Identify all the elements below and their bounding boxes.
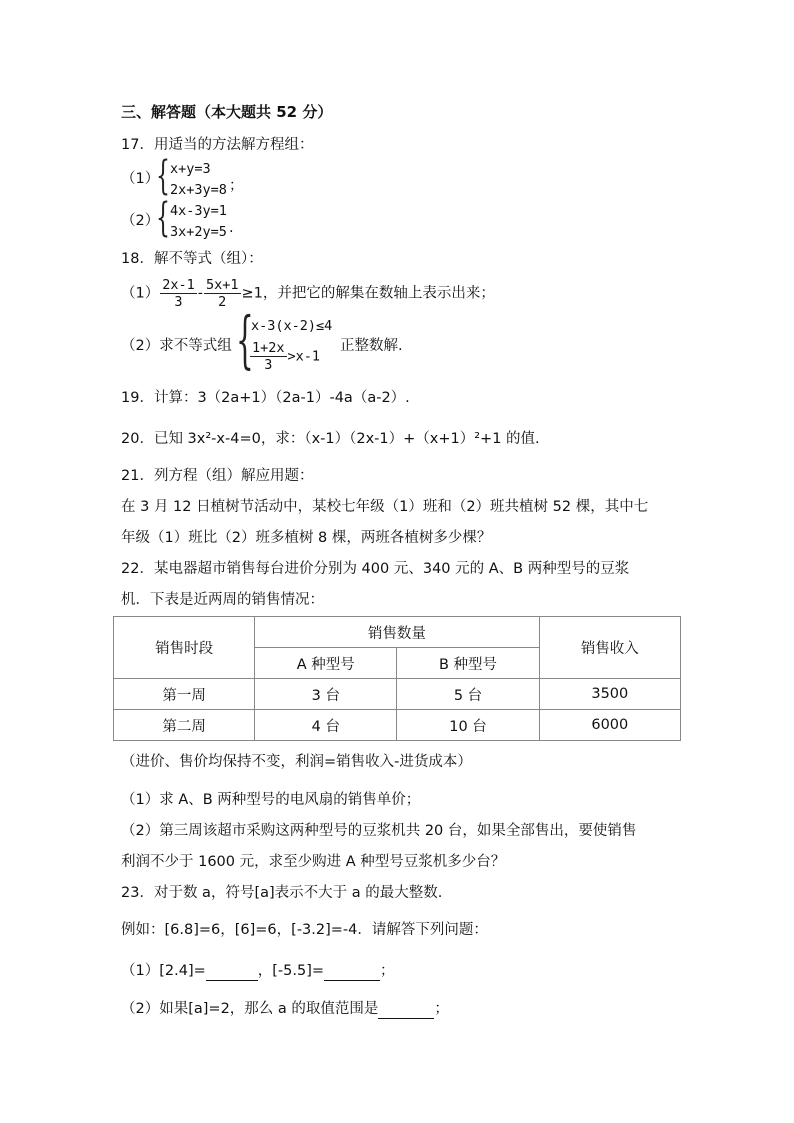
q18-p1-frac2-den: 2 [218,294,227,310]
q18-p1-rest: ≥1，并把它的解集在数轴上表示出来； [241,285,495,302]
q17-p1-eq1: x+y=3 [170,161,211,177]
q18-stem: 18．解不等式（组）： [121,251,263,267]
q18-p1-line [121,277,495,310]
q18-p2-ineq2-rest: >x-1 [287,348,321,365]
table-row [114,679,681,710]
q23-p1 [121,961,395,981]
row2-period: 第二周 [114,710,255,741]
q22-p2-line2: 利润不少于 1600 元，求至少购进 A 种型号豆浆机多少台？ [121,854,506,870]
q23-p1-blank2[interactable] [324,965,380,981]
q19: 19．计算：3（2a+1）（2a-1）-4a（a-2）. [121,390,410,406]
header-period: 销售时段 [114,617,255,679]
q18-p2-ineq2 [249,340,320,373]
q18-p2-label: （2）求不等式组 [121,338,232,354]
header-type-a: A 种型号 [255,648,397,679]
q23-p2 [121,999,449,1019]
q22-note: （进价、售价均保持不变，利润=销售收入-进货成本） [121,754,472,770]
q17-p2-brace: { [156,195,170,241]
q17-p2-label: （2） [121,213,160,229]
q18-p2-brace: { [236,303,254,376]
q17-p2-end: . [229,220,234,236]
q18-p1-label: （1） [121,285,160,302]
row1-a: 3 台 [255,679,397,710]
q17-p1-end: ； [229,178,244,194]
header-type-b: B 种型号 [397,648,539,679]
row2-income: 6000 [539,710,680,741]
q17-p2-eq2: 3x+2y=5 [170,224,227,240]
q23-p2-label: （2）如果[a]=2，那么 a 的取值范围是 [121,1001,379,1017]
section-title: 三、解答题（本大题共 52 分） [121,103,333,121]
q18-p2-end: 正整数解. [340,338,403,354]
row2-a: 4 台 [255,710,397,741]
q18-p2-frac [250,340,287,373]
q23-p1-blank1[interactable] [206,965,258,981]
row1-period: 第一周 [114,679,255,710]
q23-p2-end: ； [434,1001,449,1017]
q18-p2-frac-den: 3 [264,357,273,373]
q22-p2-line1: （2）第三周该超市采购这两种型号的豆浆机共 20 台，如果全部售出，要使销售 [121,823,637,839]
q23-p1-end: ； [380,963,395,979]
table-row [114,710,681,741]
q21-line1: 在 3 月 12 日植树节活动中，某校七年级（1）班和（2）班共植树 52 棵，其中七 [121,499,649,515]
q17-p1-eq2: 2x+3y=8 [170,182,227,198]
q22-line2: 机．下表是近两周的销售情况： [121,592,324,608]
q18-p1-frac1-num: 2x-1 [162,277,195,293]
q17-p2-eq1: 4x-3y=1 [170,203,227,219]
sales-table [113,616,681,741]
q17-stem: 17．用适当的方法解方程组： [121,137,314,153]
q18-p1-frac1-den: 3 [174,294,183,310]
q20: 20．已知 3x²-x-4=0，求：（x-1）（2x-1）+（x+1）²+1 的值. [121,431,540,447]
q21-stem: 21．列方程（组）解应用题： [121,468,314,484]
header-quantity: 销售数量 [255,617,539,648]
q18-p2-frac-num: 1+2x [252,340,285,356]
row1-income: 3500 [539,679,680,710]
q22-line1: 22．某电器超市销售每台进价分别为 400 元、340 元的 A、B 两种型号的豆浆 [121,561,630,577]
header-income: 销售收入 [539,617,680,679]
q17-p1-brace: { [156,153,170,199]
q23-p2-blank[interactable] [378,1003,434,1019]
q18-p1-frac2-num: 5x+1 [205,277,239,293]
q23-p1-mid: ，[-5.5]= [257,963,325,979]
q21-line2: 年级（1）班比（2）班多植树 8 棵，两班各植树多少棵？ [121,530,492,546]
q23-stem: 23．对于数 a，符号[a]表示不大于 a 的最大整数. [121,885,443,901]
row2-b: 10 台 [397,710,539,741]
q17-p1-label: （1） [121,171,160,187]
q18-p1-frac1 [160,277,197,310]
q22-p1: （1）求 A、B 两种型号的电风扇的销售单价； [121,792,421,808]
row1-b: 5 台 [397,679,539,710]
q18-p1-minus: - [197,285,203,302]
q23-p1-label: （1）[2.4]= [121,963,206,979]
q23-example: 例如：[6.8]=6，[6]=6，[-3.2]=-4．请解答下列问题： [121,922,488,938]
q18-p2-ineq1: x-3(x-2)≤4 [251,318,333,334]
